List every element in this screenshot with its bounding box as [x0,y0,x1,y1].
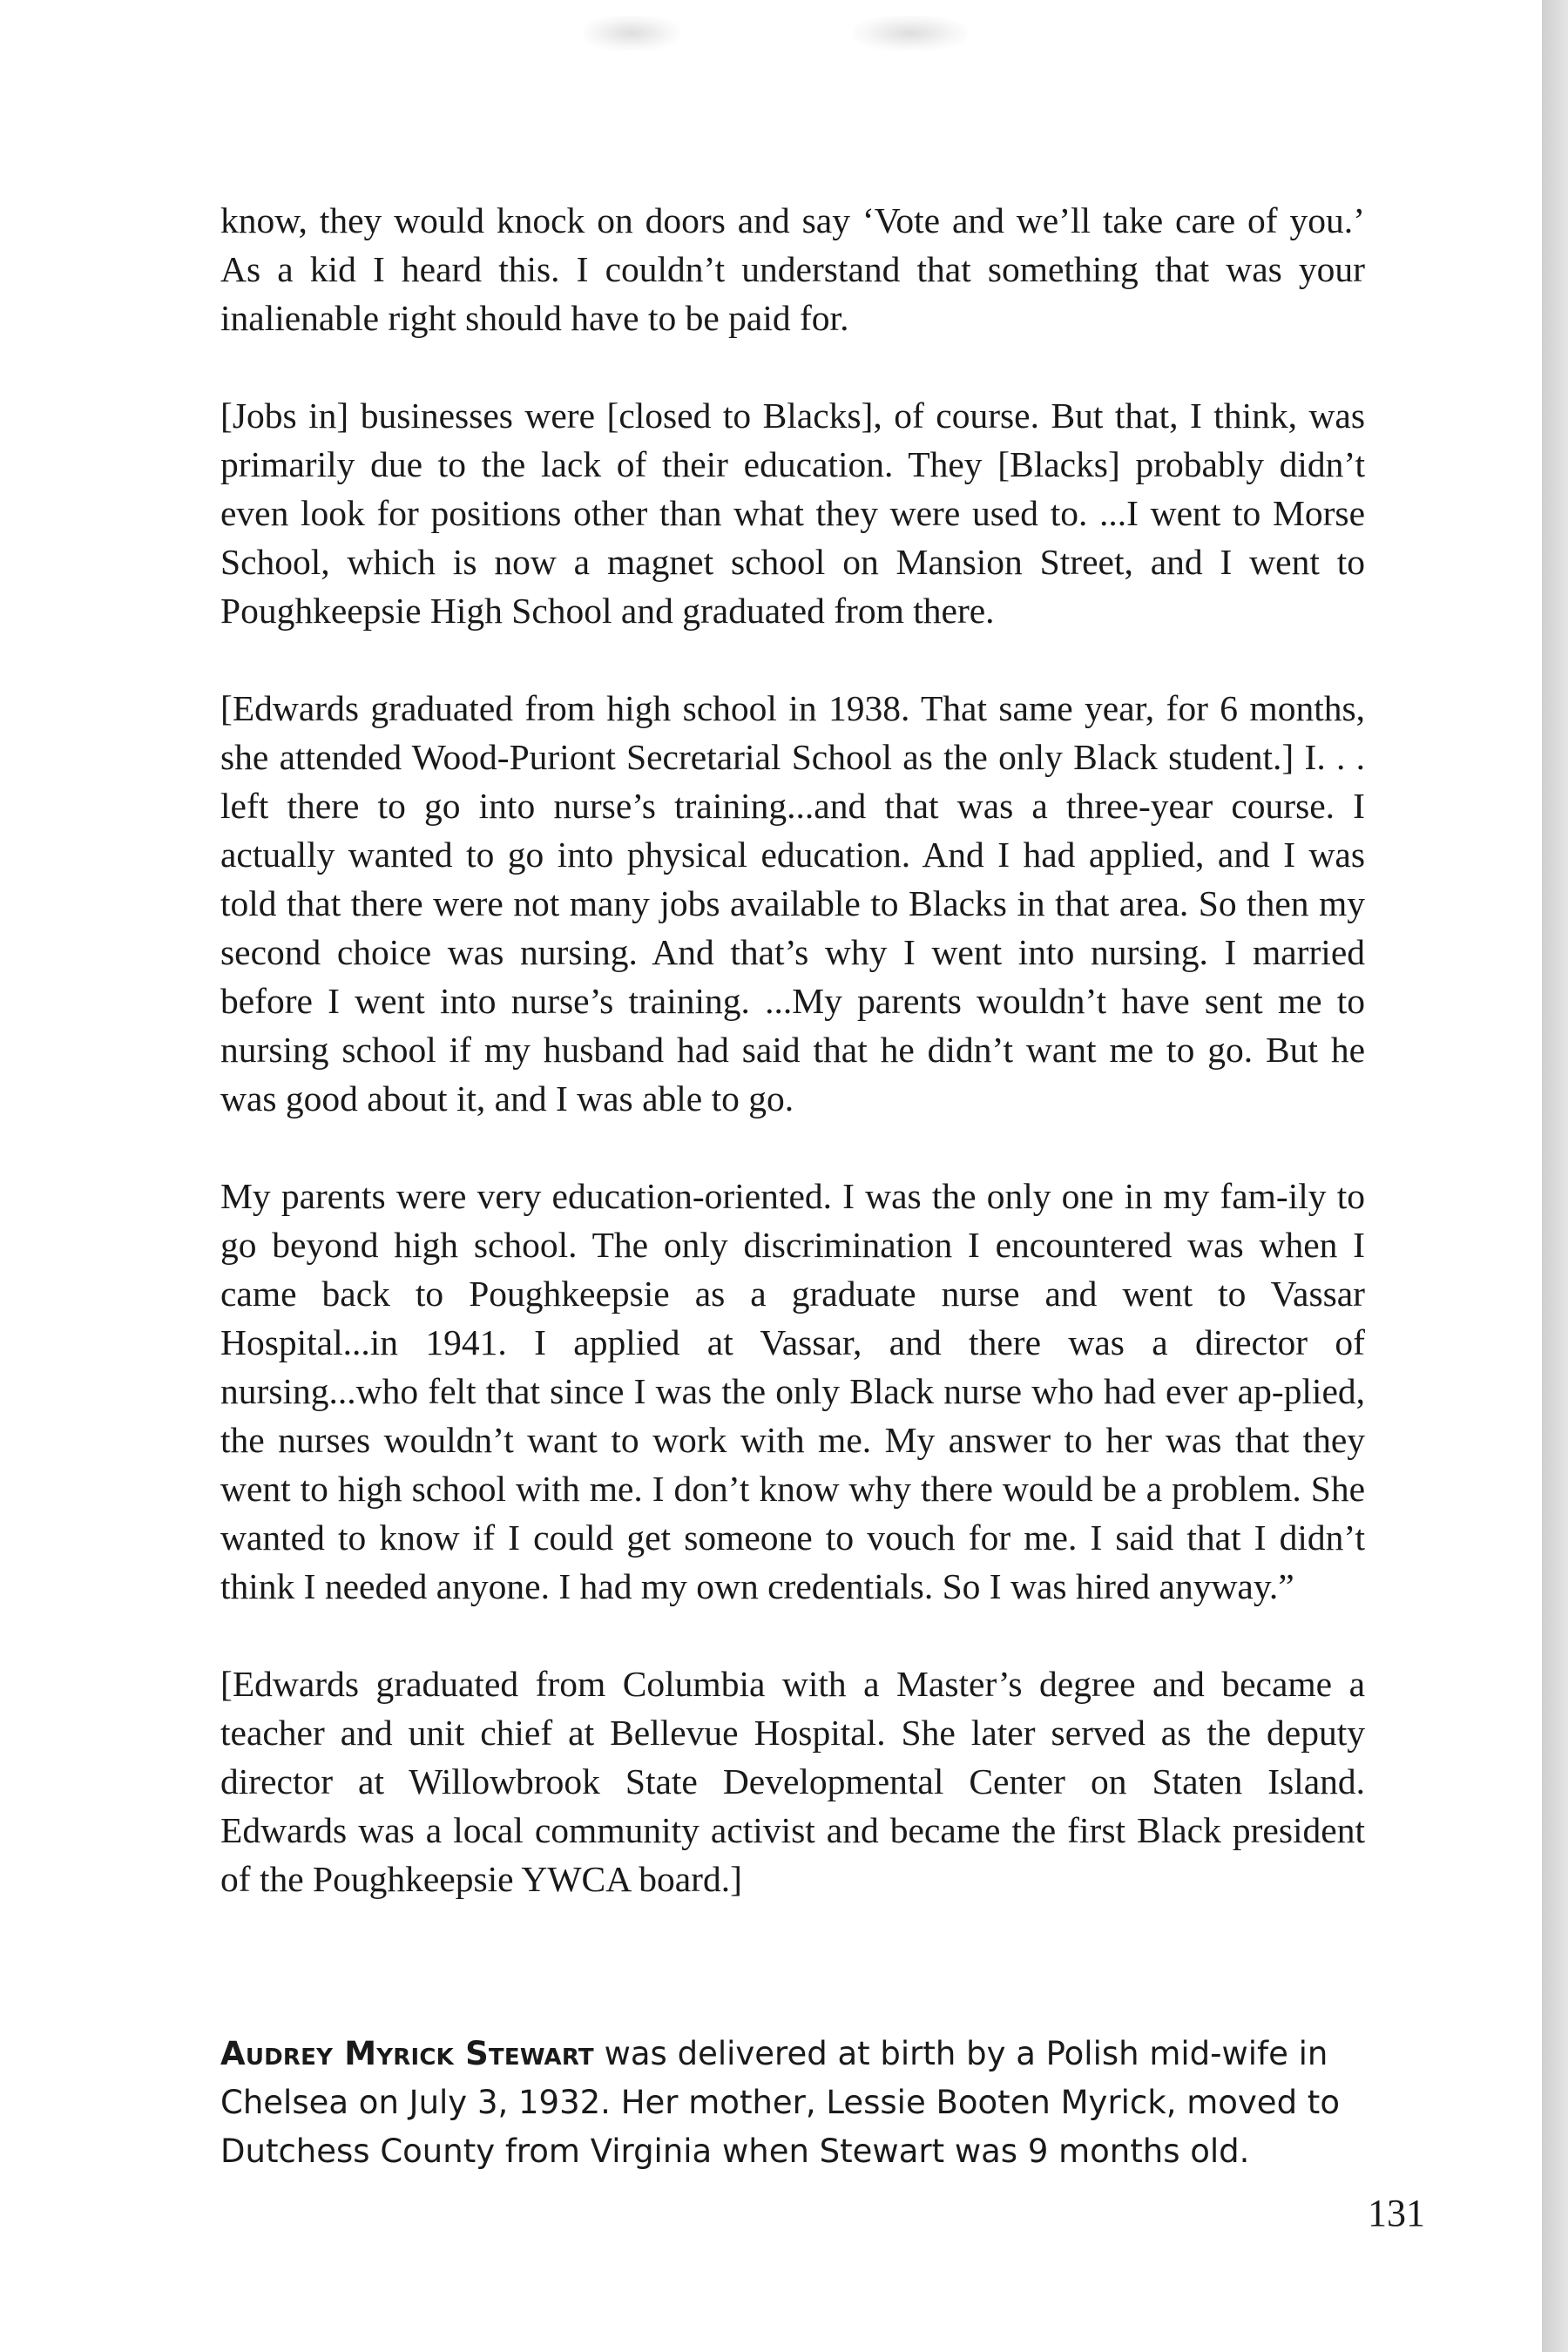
body-text [220,196,1365,1952]
profile-intro [220,2030,1365,2176]
paragraph-5: [Edwards graduated from Columbia with a Master’s degree and became a teacher and unit chief at Bellevue Hospital. She later served as the deputy director at Willowbrook State Developmental Center on Staten Island. Edwards was a local community activist and became the first Black president of the Poughkeepsie YWCA board.] [220,1664,1365,1899]
paragraph-1: know, they would knock on doors and say ‘Vote and we’ll take care of you.’ As a kid I heard this. I couldn’t understand that something that was your inalienable right should have to be paid for. [220,200,1365,338]
profile-name: Audrey Myrick Stewart [220,2035,594,2072]
scan-artifacts [566,16,1002,59]
scan-edge [1542,0,1568,2352]
page-number: 131 [1368,2192,1425,2234]
profile-text: was delivered at birth by a Polish mid-wife in Chelsea on July 3, 1932. Her mother, Lessie Booten Myrick, moved to Dutchess County from Virginia when Stewart was 9 months old. [220,2035,1340,2170]
scan-mark-right [854,16,967,51]
paragraph-3: [Edwards graduated from high school in 1938. That same year, for 6 months, she attended Wood-Puriont Secretarial School as the only Black student.] I. . . left there to go into nurse’s training...and that was a three-year course. I actually wanted to go into physical education. And I had applied, and I was told that there were not many jobs available to Blacks in that area. So then my second choice was nursing. And that’s why I went into nursing. I married before I went into nurse’s training. ...My parents wouldn’t have sent me to nursing school if my husband had said that he didn’t want me to go. But he was good about it, and I was able to go. [220,688,1365,1119]
paragraph-4: My parents were very education-oriented. I was the only one in my fam-ily to go beyond high school. The only discrimination I encountered was when I came back to Poughkeepsie as a graduate nurse and went to Vassar Hospital...in 1941. I applied at Vassar, and there was a director of nursing...who felt that since I was the only Black nurse who had ever ap-plied, the nurses wouldn’t want to work with me. My answer to her was that they went to high school with me. I don’t know why there would be a problem. She wanted to know if I could get someone to vouch for me. I said that I didn’t think I needed anyone. I had my own credentials. So I was hired anyway.” [220,1176,1365,1606]
paragraph-2: [Jobs in] businesses were [closed to Blacks], of course. But that, I think, was primarily due to the lack of their education. They [Blacks] probably didn’t even look for positions other than what they were used to. ...I went to Morse School, which is now a magnet school on Mansion Street, and I went to Poughkeepsie High School and graduated from there. [220,395,1365,631]
scan-mark-left [584,16,679,51]
